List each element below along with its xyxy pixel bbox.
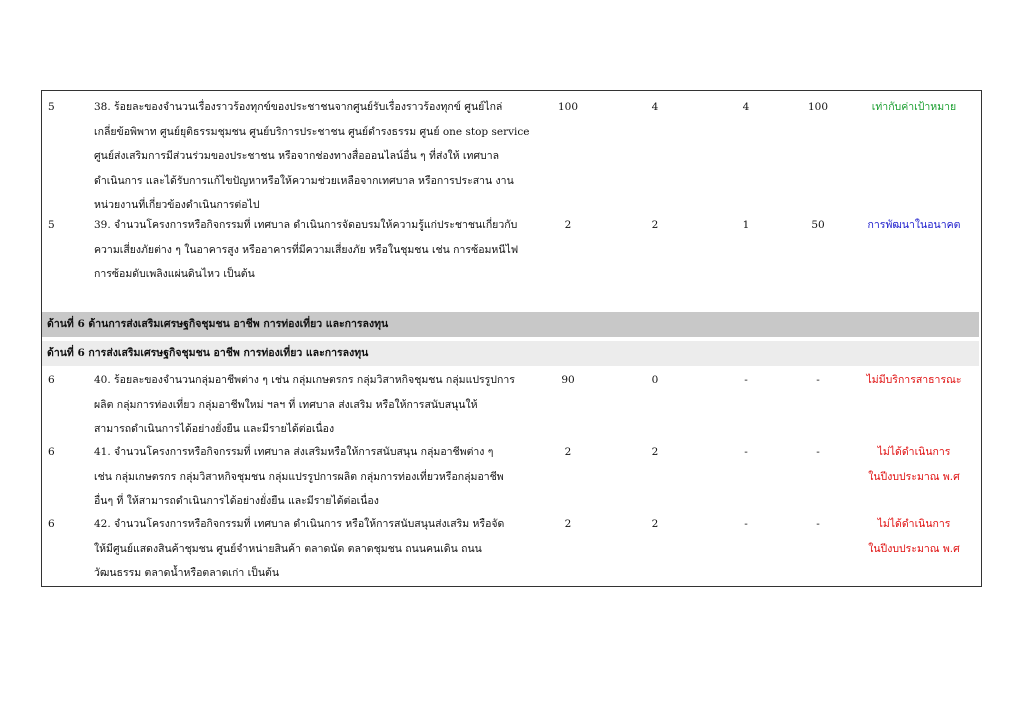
plan-value: 2 <box>651 219 659 231</box>
status-line: ในปีงบประมาณ พ.ศ <box>868 470 960 483</box>
indicator-line: 42. จำนวนโครงการหรือกิจกรรมที่ เทศบาล ดำเนินการ หรือให้การสนับสนุนส่งเสริม หรือจัด <box>94 518 505 530</box>
status-text <box>848 512 980 561</box>
done-value: - <box>744 446 748 458</box>
target-value: 100 <box>557 101 579 113</box>
indicator-line: การซ้อมดับเพลิงแผ่นดินไหว เป็นต้น <box>94 268 255 280</box>
indicator-line: เช่น กลุ่มเกษตรกร กลุ่มวิสาหกิจชุมชน กลุ่มแปรรูปการผลิต กลุ่มการท่องเที่ยวหรือกลุ่มอาชีพ <box>94 470 504 483</box>
indicator-line: 38. ร้อยละของจำนวนเรื่องราวร้องทุกข์ของประชาชนจากศูนย์รับเรื่องราวร้องทุกข์ ศูนย์ไกล่ <box>94 101 503 113</box>
target-value: 2 <box>564 518 572 530</box>
percent-value: - <box>816 374 820 386</box>
done-value: 1 <box>742 219 750 231</box>
indicator-text <box>94 440 534 514</box>
indicator-text <box>94 512 534 586</box>
percent-value: - <box>816 446 820 458</box>
status-line: ในปีงบประมาณ พ.ศ <box>868 542 960 555</box>
target-value: 90 <box>561 374 575 386</box>
done-value: - <box>744 374 748 386</box>
indicator-line: วัฒนธรรม ตลาดน้ำหรือตลาดเก่า เป็นต้น <box>94 567 279 579</box>
dimension-number: 6 <box>48 446 55 458</box>
status-line: เท่ากับค่าเป้าหมาย <box>871 101 957 113</box>
indicator-text <box>94 95 534 218</box>
plan-value: 2 <box>651 446 659 458</box>
status-text <box>848 368 980 393</box>
status-line: ไม่มีบริการสาธารณะ <box>866 374 962 386</box>
section-header: ด้านที่ 6 ด้านการส่งเสริมเศรษฐกิจชุมชน อาชีพ การท่องเที่ยว และการลงทุน <box>42 312 979 337</box>
indicator-line: ศูนย์ส่งเสริมการมีส่วนร่วมของประชาชน หรือจากช่องทางสื่อออนไลน์อื่น ๆ ที่ส่งให้ เทศบาล <box>94 150 500 162</box>
indicator-line: 41. จำนวนโครงการหรือกิจกรรมที่ เทศบาล ส่งเสริมหรือให้การสนับสนุน กลุ่มอาชีพต่าง ๆ <box>94 446 494 458</box>
dimension-number: 6 <box>48 518 55 530</box>
plan-value: 4 <box>651 101 659 113</box>
indicator-line: ความเสี่ยงภัยต่าง ๆ ในอาคารสูง หรืออาคารที่มีความเสี่ยงภัย หรือในชุมชน เช่น การซ้อมหนีไฟ <box>94 243 519 256</box>
percent-value: 50 <box>811 219 825 231</box>
indicator-line: ผลิต กลุ่มการท่องเที่ยว กลุ่มอาชีพใหม่ ฯลฯ ที่ เทศบาล ส่งเสริม หรือให้การสนับสนุนให้ <box>94 398 478 411</box>
indicator-text <box>94 368 534 442</box>
status-line: การพัฒนาในอนาคต <box>867 219 961 231</box>
indicator-line: สามารถดำเนินการได้อย่างยั่งยืน และมีรายได้ต่อเนื่อง <box>94 423 335 435</box>
done-value: - <box>744 518 748 530</box>
plan-value: 0 <box>651 374 659 386</box>
percent-value: - <box>816 518 820 530</box>
status-text <box>848 213 980 238</box>
percent-value: 100 <box>807 101 829 113</box>
status-line: ไม่ได้ดำเนินการ <box>877 446 951 458</box>
status-text <box>848 95 980 120</box>
status-text <box>848 440 980 489</box>
status-line: ไม่ได้ดำเนินการ <box>877 518 951 530</box>
target-value: 2 <box>564 219 572 231</box>
indicator-line: เกลี่ยข้อพิพาท ศูนย์ยุติธรรมชุมชน ศูนย์บริการประชาชน ศูนย์ดำรงธรรม ศูนย์ one stop service <box>94 125 530 138</box>
dimension-number: 6 <box>48 374 55 386</box>
indicator-line: ให้มีศูนย์แสดงสินค้าชุมชน ศูนย์จำหน่ายสินค้า ตลาดนัด ตลาดชุมชน ถนนคนเดิน ถนน <box>94 542 482 555</box>
plan-value: 2 <box>651 518 659 530</box>
indicator-line: อื่นๆ ที่ ให้สามารถดำเนินการได้อย่างยั่งยืน และมีรายได้ต่อเนื่อง <box>94 495 379 507</box>
indicator-table <box>41 90 982 587</box>
dimension-number: 5 <box>48 101 55 113</box>
indicator-line: ดำเนินการ และได้รับการแก้ไขปัญหาหรือให้ความช่วยเหลือจากเทศบาล หรือการประสาน งาน <box>94 174 514 187</box>
indicator-text <box>94 213 534 287</box>
indicator-line: 39. จำนวนโครงการหรือกิจกรรมที่ เทศบาล ดำเนินการจัดอบรมให้ความรู้แก่ประชาชนเกี่ยวกับ <box>94 219 518 231</box>
subsection-header: ด้านที่ 6 การส่งเสริมเศรษฐกิจชุมชน อาชีพ การท่องเที่ยว และการลงทุน <box>42 341 979 366</box>
indicator-line: 40. ร้อยละของจำนวนกลุ่มอาชีพต่าง ๆ เช่น กลุ่มเกษตรกร กลุ่มวิสาหกิจชุมชน กลุ่มแปรรูปการ <box>94 374 515 386</box>
target-value: 2 <box>564 446 572 458</box>
indicator-line: หน่วยงานที่เกี่ยวข้องดำเนินการต่อไป <box>94 199 260 211</box>
dimension-number: 5 <box>48 219 55 231</box>
done-value: 4 <box>742 101 750 113</box>
